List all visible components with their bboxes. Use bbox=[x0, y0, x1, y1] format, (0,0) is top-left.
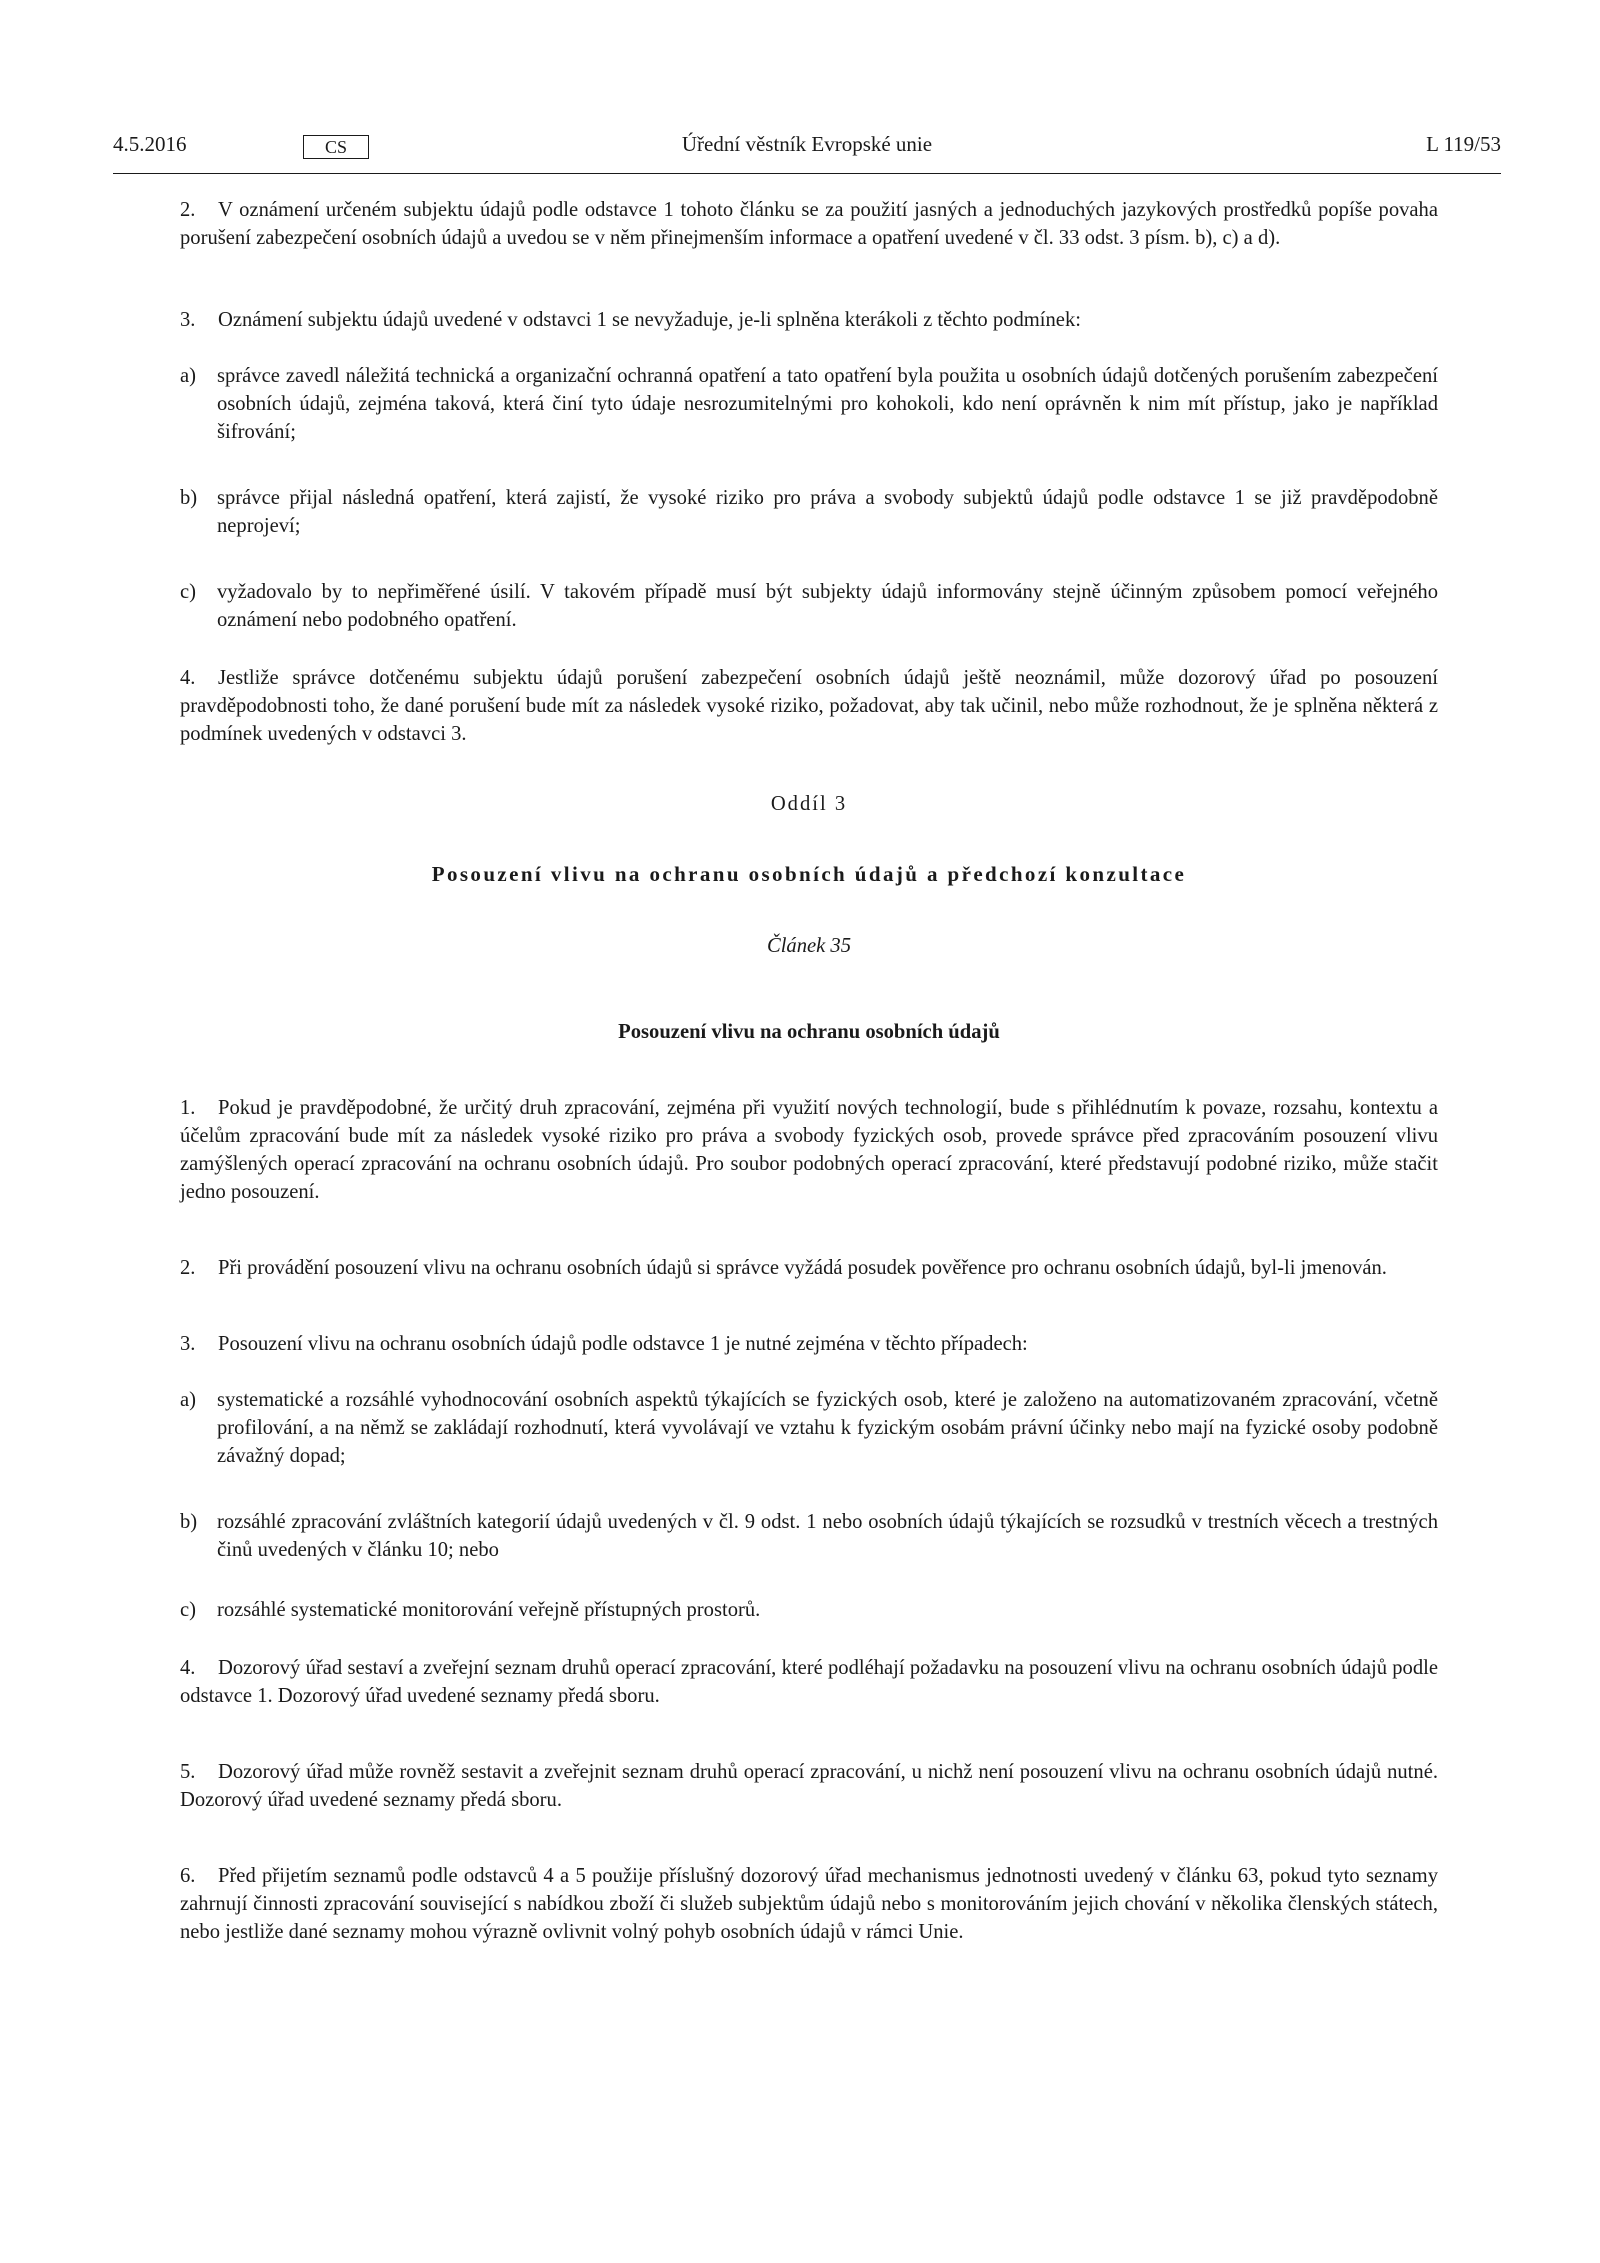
section-title: Posouzení vlivu na ochranu osobních údajů a předchozí konzultace bbox=[431, 862, 1187, 886]
header-rule bbox=[113, 173, 1501, 174]
paragraph bbox=[180, 1654, 1438, 1710]
document-body bbox=[180, 196, 1438, 1946]
item-label: c) bbox=[180, 581, 196, 603]
list-item bbox=[180, 1596, 1438, 1624]
item-text: správce zavedl náležitá technická a organizační ochranná opatření a tato opatření byla použita u osobních údajů dotčených porušením zabezpečení osobních údajů, zejména taková, která činí tyto údaje nesrozumitelnými pro kohokoli, kdo není oprávněn k nim mít přístup, jako je například šifrování; bbox=[217, 365, 1438, 443]
paragraph bbox=[180, 1094, 1438, 1206]
paragraph-number: 3. bbox=[180, 1333, 196, 1355]
paragraph bbox=[180, 664, 1438, 748]
publication-date: 4.5.2016 bbox=[113, 132, 187, 156]
paragraph-text: Jestliže správce dotčenému subjektu údajů porušení zabezpečení osobních údajů ještě neoznámil, může dozorový úřad po posouzení pravděpodobnosti toho, že dané porušení bude mít za následek vysoké riziko, požadovat, aby tak učinil, nebo může rozhodnout, že je splněna některá z podmínek uvedených v odstavci 3. bbox=[180, 667, 1438, 745]
paragraph-number: 2. bbox=[180, 199, 196, 221]
journal-title: Úřední věstník Evropské unie bbox=[681, 132, 933, 156]
paragraph-text: Při provádění posouzení vlivu na ochranu osobních údajů si správce vyžádá posudek pověřence pro ochranu osobních údajů, byl-li jmenován. bbox=[218, 1257, 1387, 1279]
item-text: rozsáhlé systematické monitorování veřejně přístupných prostorů. bbox=[217, 1599, 761, 1621]
item-text: rozsáhlé zpracování zvláštních kategorií údajů uvedených v čl. 9 odst. 1 nebo osobních údajů týkajících se rozsudků v trestních věcech a trestných činů uvedených v článku 10; nebo bbox=[217, 1511, 1438, 1561]
paragraph-text: Před přijetím seznamů podle odstavců 4 a 5 použije příslušný dozorový úřad mechanismus jednotnosti uvedený v článku 63, pokud tyto seznamy zahrnují činnosti zpracování související s nabídkou zboží či služeb subjektům údajů nebo s monitorováním jejich chování v několika členských státech, nebo jestliže dané seznamy mohou výrazně ovlivnit volný pohyb osobních údajů v rámci Unie. bbox=[180, 1865, 1438, 1943]
item-label: a) bbox=[180, 1389, 196, 1411]
item-label: b) bbox=[180, 487, 198, 509]
paragraph-text: Posouzení vlivu na ochranu osobních údajů podle odstavce 1 je nutné zejména v těchto případech: bbox=[218, 1333, 1028, 1355]
paragraph bbox=[180, 1330, 1438, 1358]
paragraph bbox=[180, 306, 1438, 334]
paragraph-number: 3. bbox=[180, 309, 196, 331]
paragraph-number: 1. bbox=[180, 1097, 196, 1119]
page-header bbox=[113, 132, 1501, 162]
page-number: L 119/53 bbox=[1426, 132, 1501, 156]
article-title: Posouzení vlivu na ochranu osobních údajů bbox=[618, 1021, 1000, 1043]
paragraph bbox=[180, 1254, 1438, 1282]
paragraph bbox=[180, 196, 1438, 252]
item-label: a) bbox=[180, 365, 196, 387]
paragraph-number: 2. bbox=[180, 1257, 196, 1279]
paragraph bbox=[180, 1862, 1438, 1946]
paragraph-number: 6. bbox=[180, 1865, 196, 1887]
item-label: b) bbox=[180, 1511, 198, 1533]
item-label: c) bbox=[180, 1599, 196, 1621]
list-item bbox=[180, 578, 1438, 634]
list-item bbox=[180, 1386, 1438, 1470]
list-item bbox=[180, 362, 1438, 446]
paragraph bbox=[180, 1758, 1438, 1814]
paragraph-text: Oznámení subjektu údajů uvedené v odstavci 1 se nevyžaduje, je-li splněna kterákoli z těchto podmínek: bbox=[218, 309, 1081, 331]
item-text: vyžadovalo by to nepřiměřené úsilí. V takovém případě musí být subjekty údajů informovány stejně účinným způsobem pomocí veřejného oznámení nebo podobného opatření. bbox=[217, 581, 1438, 631]
paragraph-text: V oznámení určeném subjektu údajů podle odstavce 1 tohoto článku se za použití jasných a jednoduchých jazykových prostředků popíše povaha porušení zabezpečení osobních údajů a uvedou se v něm přinejmenším informace a opatření uvedené v čl. 33 odst. 3 písm. b), c) a d). bbox=[180, 199, 1438, 249]
paragraph-text: Dozorový úřad může rovněž sestavit a zveřejnit seznam druhů operací zpracování, u nichž není posouzení vlivu na ochranu osobních údajů nutné. Dozorový úřad uvedené seznamy předá sboru. bbox=[180, 1761, 1438, 1811]
item-text: systematické a rozsáhlé vyhodnocování osobních aspektů týkajících se fyzických osob, které je založeno na automatizovaném zpracování, včetně profilování, a na němž se zakládají rozhodnutí, která vyvolávají ve vztahu k fyzickým osobám právní účinky nebo mají na fyzické osoby podobně závažný dopad; bbox=[217, 1389, 1438, 1467]
section-label: Oddíl 3 bbox=[770, 793, 848, 815]
paragraph-text: Pokud je pravděpodobné, že určitý druh zpracování, zejména při využití nových technologií, bude s přihlédnutím k povaze, rozsahu, kontextu a účelům zpracování bude mít za následek vysoké riziko pro práva a svobody fyzických osob, provede správce před zpracováním posouzení vlivu zamýšlených operací zpracování na ochranu osobních údajů. Pro soubor podobných operací zpracování, které představují podobné riziko, může stačit jedno posouzení. bbox=[180, 1097, 1438, 1203]
article-label: Článek 35 bbox=[766, 935, 852, 957]
list-item bbox=[180, 484, 1438, 540]
paragraph-number: 4. bbox=[180, 1657, 196, 1679]
paragraph-text: Dozorový úřad sestaví a zveřejní seznam druhů operací zpracování, které podléhají požadavku na posouzení vlivu na ochranu osobních údajů podle odstavce 1. Dozorový úřad uvedené seznamy předá sboru. bbox=[180, 1657, 1438, 1707]
language-badge: CS bbox=[303, 135, 369, 159]
paragraph-number: 4. bbox=[180, 667, 196, 689]
paragraph-number: 5. bbox=[180, 1761, 196, 1783]
item-text: správce přijal následná opatření, která zajistí, že vysoké riziko pro práva a svobody subjektů údajů podle odstavce 1 se již pravděpodobně neprojeví; bbox=[217, 487, 1438, 537]
list-item bbox=[180, 1508, 1438, 1564]
